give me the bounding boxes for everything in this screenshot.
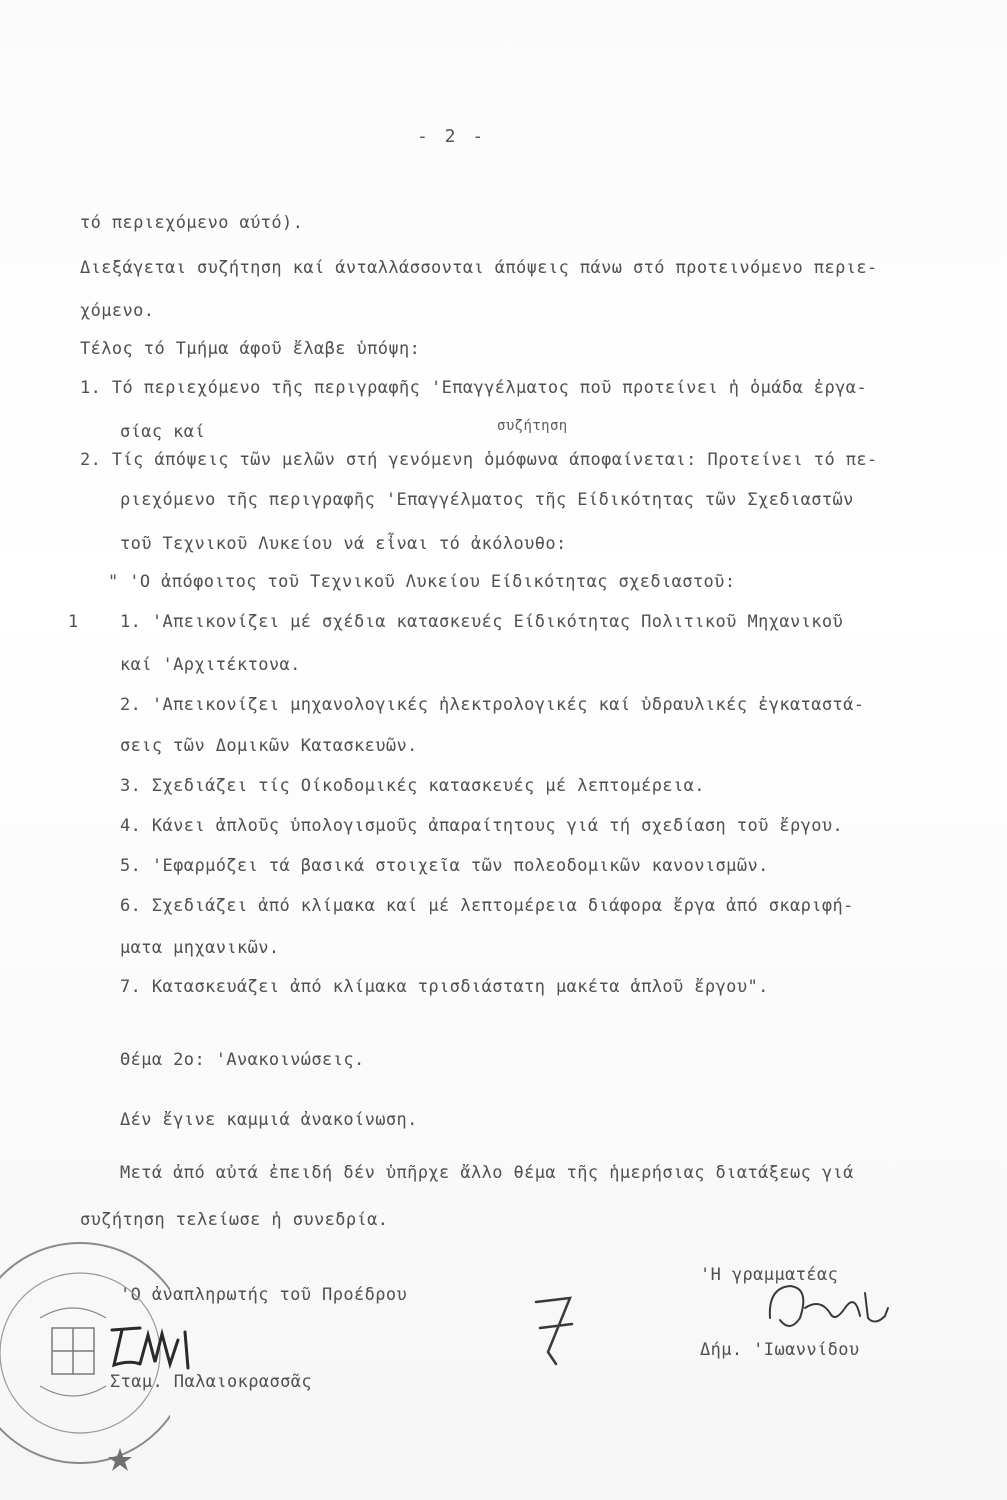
body-line: τοῦ Τεχνικοῦ Λυκείου νά εἶναι τό ἀκόλουθο:	[120, 534, 567, 554]
quote-intro: " 'Ο ἀπόφοιτος τοῦ Τεχνικοῦ Λυκείου Είδικότητας σχεδιαστοῦ:	[108, 572, 736, 592]
list-item: 2. Τίς άπόψεις τῶν μελῶν στή γενόμενη ὁμόφωνα άποφαίνεται: Προτείνει τό πε-	[80, 450, 878, 470]
left-signature	[100, 1320, 210, 1380]
body-line: Διεξάγεται συζήτηση καί άνταλλάσσονται άπόψεις πάνω στό προτεινόμενο περιε-	[80, 258, 878, 278]
right-signature	[760, 1278, 900, 1338]
body-line: χόμενο.	[80, 301, 155, 321]
body-line: τό περιεχόμενο αύτό).	[80, 213, 304, 233]
section-heading: Θέμα 2ο: 'Ανακοινώσεις.	[120, 1050, 365, 1070]
list-item: 6. Σχεδιάζει ἀπό κλίμακα καί μέ λεπτομέρεια διάφορα ἔργα ἀπό σκαριφή-	[120, 896, 854, 916]
body-line: Μετά ἀπό αὐτά ἐπειδή δέν ὑπῆρχε ἄλλο θέμα τῆς ἡμερήσιας διατάξεως γιά	[120, 1163, 854, 1183]
left-signatory-title: 'Ο ἀναπληρωτής τοῦ Προέδρου	[120, 1285, 408, 1305]
body-line: Τέλος τό Τμήμα άφοῦ ἔλαβε ὑπόψη:	[80, 339, 421, 359]
list-item: 5. 'Εφαρμόζει τά βασικά στοιχεῖα τῶν πολεοδομικῶν κανονισμῶν.	[120, 856, 769, 876]
handwritten-insertion: συζήτηση	[497, 418, 568, 434]
right-signatory-name: Δήμ. 'Ιωαννίδου	[700, 1340, 860, 1360]
list-item: 3. Σχεδιάζει τίς Οίκοδομικές κατασκευές μέ λεπτομέρεια.	[120, 776, 705, 796]
body-line: σεις τῶν Δομικῶν Κατασκευῶν.	[120, 736, 418, 756]
right-signatory-title: 'Η γραμματέας	[700, 1265, 839, 1285]
list-item: 1. 'Απεικονίζει μέ σχέδια κατασκευές Είδικότητας Πολιτικοῦ Μηχανικοῦ	[120, 612, 844, 632]
list-item: 7. Κατασκευάζει ἀπό κλίμακα τρισδιάστατη μακέτα ἁπλοῦ ἔργου".	[120, 977, 769, 997]
body-line: καί 'Αρχιτέκτονα.	[120, 655, 301, 675]
body-line: ριεχόμενο τῆς περιγραφῆς 'Επαγγέλματος τῆς Είδικότητας τῶν Σχεδιαστῶν	[120, 490, 854, 510]
body-line: Δέν ἔγινε καμμιά ἀνακοίνωση.	[120, 1110, 418, 1130]
body-line: συζήτηση τελείωσε ἡ συνεδρία.	[80, 1210, 389, 1230]
margin-mark: 1	[68, 612, 79, 632]
list-item: 4. Κάνει ἁπλοῦς ὑπολογισμοῦς ἀπαραίτητους γιά τή σχεδίαση τοῦ ἔργου.	[120, 816, 844, 836]
list-item: 2. 'Απεικονίζει μηχανολογικές ἠλεκτρολογικές καί ὑδραυλικές ἐγκαταστά-	[120, 695, 865, 715]
body-line: ματα μηχανικῶν.	[120, 938, 280, 958]
middle-signature	[530, 1292, 580, 1372]
page-number: - 2 -	[417, 126, 487, 147]
list-item: 1. Τό περιεχόμενο τῆς περιγραφῆς 'Επαγγέλματος ποῦ προτείνει ἡ ὁμάδα ἐργα-	[80, 378, 867, 398]
body-line: σίας καί	[120, 422, 206, 442]
left-signatory-name: Σταμ. Παλαιοκρασσᾶς	[110, 1372, 313, 1392]
